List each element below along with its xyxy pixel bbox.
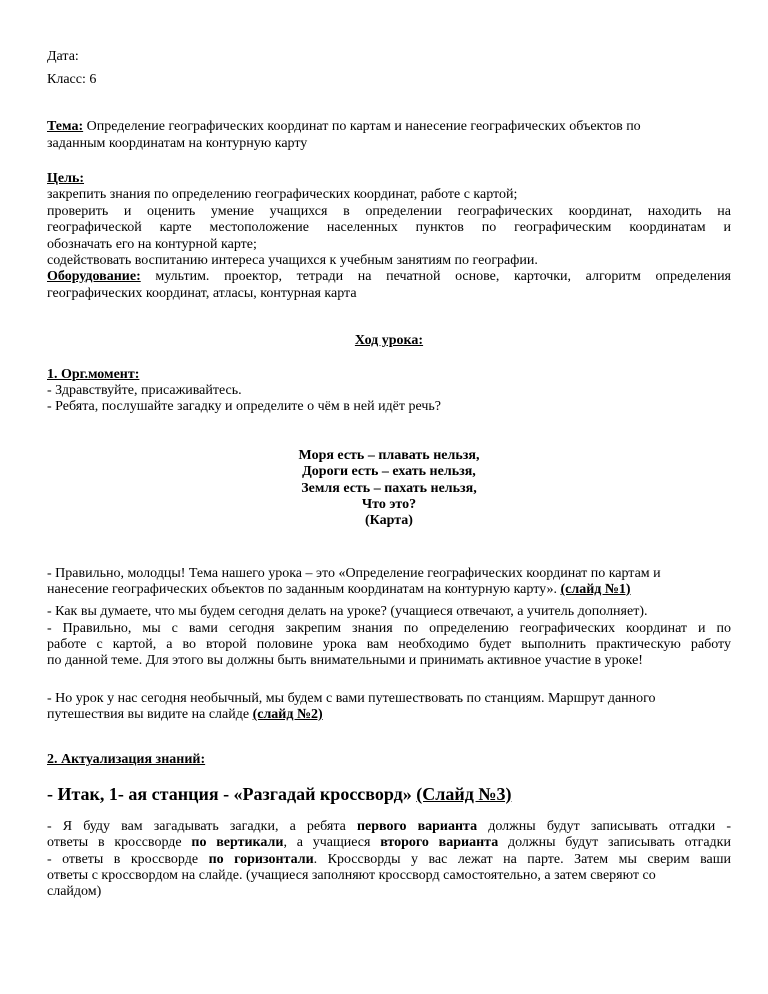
para-4-line-2 [47,834,731,851]
section-1-line-1: - Здравствуйте, присаживайтесь. [47,383,242,398]
vertical-text: по вертикали [191,835,284,850]
para-1-text: нанесение географических объектов по заданным координатам на контурную карту». [47,582,561,597]
para-4-line-3 [47,851,731,868]
para-2-line-1: - Как вы думаете, что мы будем сегодня делать на уроке? (учащиеся отвечают, а учитель дополняет). [47,604,648,619]
goal-label: Цель: [47,171,85,186]
equipment-text: мультим. проектор, тетради на печатной основе, карточки, алгоритм определения [140,269,731,284]
goal-line-5: содействовать воспитанию интереса учащихся к учебным занятиям по географии. [47,253,538,268]
slide-3-ref: (Слайд №3) [416,784,512,804]
topic-label: Тема: [47,119,84,134]
para-4-line-5: слайдом) [47,884,102,899]
goal-line-2: проверить и оценить умение учащихся в определении географических координат, находить на [47,204,731,219]
riddle-line-1: Моря есть – плавать нельзя, [298,448,480,463]
first-variant-text: первого варианта [356,819,478,834]
second-variant-text: второго варианта [380,835,499,850]
equipment-label: Оборудование: [47,269,141,284]
para-2-line-3: работе с картой, а во второй половине урока вам необходимо будет выполнить практическую работу [47,637,731,652]
station-heading [47,783,511,805]
para-4-text: - ответы в кроссворде [47,852,209,867]
para-4-line-4: ответы с кроссвордом на слайде. (учащиеся заполняют кроссворд самостоятельно, а затем сверяют со [47,868,656,883]
goal-line-1: закрепить знания по определению географических координат, работе с картой; [47,187,518,202]
equipment-line-2: географических координат, атласы, контурная карта [47,286,357,301]
para-4-text: , а учащиеся [283,835,381,850]
station-text: - Итак, 1- ая станция - «Разгадай кроссворд» [47,784,417,804]
topic-line-1 [47,118,641,135]
para-4-line-1 [47,818,731,835]
para-1-line-2 [47,581,631,598]
section-2-title: 2. Актуализация знаний: [47,752,206,767]
para-3-line-2 [47,706,323,723]
para-4-text: должны будут записывать отгадки [498,835,731,850]
para-2-line-2: - Правильно, мы с вами сегодня закрепим знания по определению географических координат и по [47,621,731,636]
para-4-text: должны будут записывать отгадки - [477,819,731,834]
riddle-line-5: (Карта) [365,513,413,528]
para-3-text: путешествия вы видите на слайде [47,707,253,722]
equipment-line-1 [47,268,731,285]
topic-text: Определение географических координат по картам и нанесение географических объектов по [83,119,641,134]
class-label: Класс: 6 [47,72,97,87]
goal-line-4: обозначать его на контурной карте; [47,237,257,252]
topic-line-2: заданным координатам на контурную карту [47,136,308,151]
horizontal-text: по горизонтали [208,852,314,867]
riddle-line-4: Что это? [361,497,417,512]
para-4-text: ответы в кроссворде [47,835,192,850]
section-1-title: 1. Орг.момент: [47,367,140,382]
section-1-line-2: - Ребята, послушайте загадку и определите о чём в ней идёт речь? [47,399,442,414]
slide-1-ref: (слайд №1) [560,582,631,597]
para-3-line-1: - Но урок у нас сегодня необычный, мы будем с вами путешествовать по станциям. Маршрут данного [47,691,656,706]
goal-line-3: географической карте местоположение населенных пунктов по географическим координатам и [47,220,731,235]
para-1-line-1: - Правильно, молодцы! Тема нашего урока – это «Определение географических координат по картам и [47,566,661,581]
para-2-line-4: по данной теме. Для этого вы должны быть внимательными и принимать активное участие в уроке! [47,653,643,668]
date-label: Дата: [47,49,79,64]
lesson-heading: Ход урока: [354,333,424,348]
riddle-line-2: Дороги есть – ехать нельзя, [302,464,476,479]
para-4-text: - Я буду вам загадывать загадки, а ребята [47,819,357,834]
riddle-line-3: Земля есть – пахать нельзя, [301,481,477,496]
para-4-text: . Кроссворды у вас лежат на парте. Затем мы сверим ваши [313,852,732,867]
slide-2-ref: (слайд №2) [252,707,323,722]
